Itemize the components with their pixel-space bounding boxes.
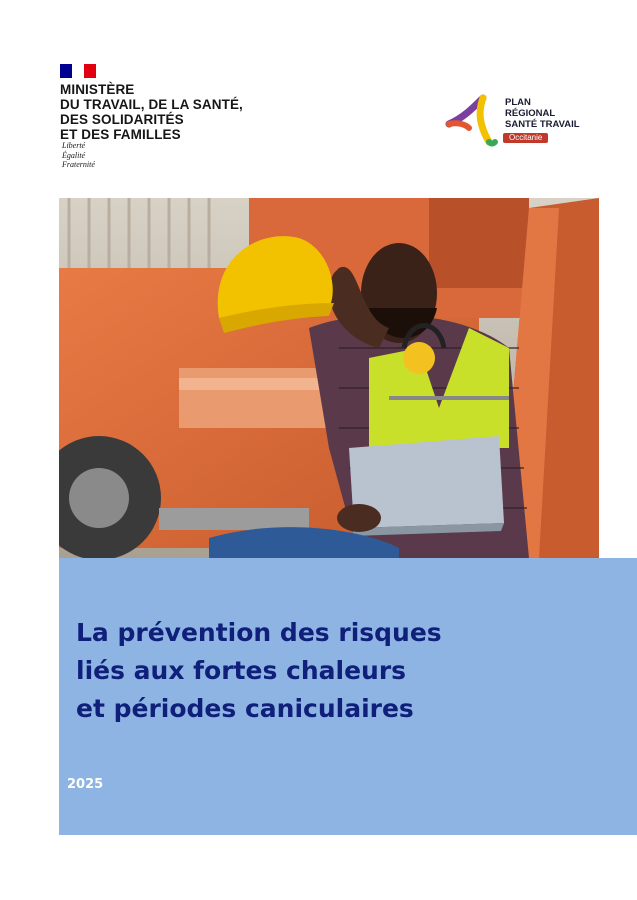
- prst-line: SANTÉ TRAVAIL: [505, 119, 580, 130]
- prst-line: RÉGIONAL: [505, 108, 556, 119]
- cover-photo: [59, 198, 599, 558]
- publication-year: 2025: [67, 777, 104, 792]
- republic-flag-logo: [60, 64, 96, 78]
- motto-line: Liberté: [62, 141, 86, 150]
- region-badge: Occitanie: [503, 133, 548, 143]
- ministry-line: DES SOLIDARITÉS: [60, 112, 184, 127]
- motto-line: Fraternité: [62, 160, 95, 169]
- prst-logo: [443, 94, 593, 150]
- title-line: La prévention des risques: [76, 618, 442, 647]
- ministry-line: ET DES FAMILLES: [60, 127, 181, 142]
- ministry-line: DU TRAVAIL, DE LA SANTÉ,: [60, 97, 243, 112]
- title-line: et périodes caniculaires: [76, 694, 414, 723]
- prst-mark-icon: [443, 94, 499, 150]
- motto-line: Égalité: [62, 150, 86, 160]
- document-title: [76, 614, 442, 728]
- prst-line: PLAN: [505, 97, 531, 108]
- worker-heat-photo-icon: [59, 198, 599, 558]
- republic-motto: [62, 141, 95, 170]
- title-line: liés aux fortes chaleurs: [76, 656, 407, 685]
- ministry-name: [60, 82, 243, 142]
- title-panel: [59, 558, 637, 835]
- ministry-line: MINISTÈRE: [60, 82, 135, 97]
